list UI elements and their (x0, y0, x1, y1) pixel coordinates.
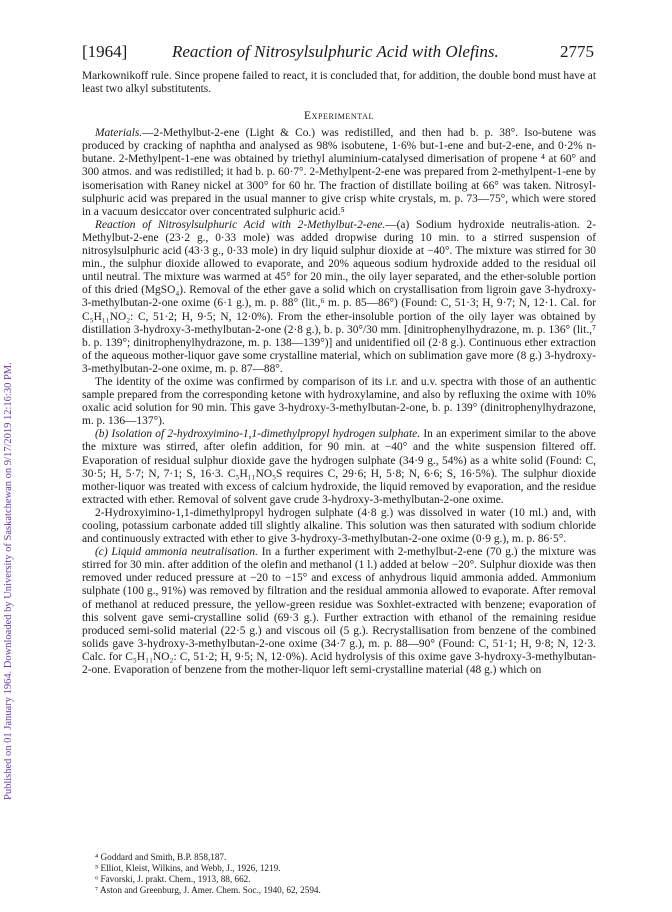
paragraph-lead: (c) Liquid ammonia neutralisation. (95, 546, 258, 559)
download-notice: Published on 01 January 1964. Downloaded by University of Saskatchewan on 9/17/2019 12:16:30 PM. (3, 362, 14, 800)
paragraph-sulphate (82, 507, 596, 546)
footnotes (95, 852, 595, 896)
section-heading: Experimental (303, 110, 375, 123)
footnote: ⁵ Elliot, Kleist, Wilkins, and Webb, J., 1926, 1219. (95, 863, 281, 873)
paragraph-text: 2-Hydroxyimino-1,1-dimethylpropyl hydrogen sulphate (4·8 g.) was dissolved in water (10 ml.) and, with cooling, potassium carbonate added till slightly alkaline. This solution was then saturated with sodium chloride and continuously extracted with ether to give 3-hydroxy-3-methylbutan-2-one oxime (0·9 g.), m. p. 86·5°. (82, 506, 596, 546)
footnote: ⁶ Favorski, J. prakt. Chem., 1913, 88, 662. (95, 874, 251, 884)
paragraph-lead: Reaction of Nitrosylsulphuric Acid with 2-Methylbut-2-ene. (95, 218, 386, 231)
footnote: ⁷ Aston and Greenburg, J. Amer. Chem. Soc., 1940, 62, 2594. (95, 885, 321, 895)
paragraph-lead: Materials. (95, 127, 143, 140)
running-title: Reaction of Nitrosylsulphuric Acid with Olefins. (172, 42, 499, 61)
journal-year: [1964] (82, 42, 128, 61)
paragraph-materials (82, 127, 596, 219)
footnote: ⁴ Goddard and Smith, B.P. 858,187. (95, 852, 227, 862)
paragraph-reaction (82, 219, 596, 376)
paragraph-text: —2-Methylbut-2-ene (Light & Co.) was redistilled, and then had b. p. 38°. Iso-butene was produced by cracking of naphtha and analysed as 98% isobutene, 1·6% but-1-ene and but-2-ene, and 0·2% n-butane. 2-Methylpent-1-ene was obtained by triethyl aluminium-catalysed dimerisation of propene ⁴ at 60° and 300 atmos. and was redistilled; it had b. p. 60·7°. 2-Methylpent-2-ene was prepared from 2-methylpent-1-ene by isomerisation with Raney nickel at 300° for 60 hr. The fraction of distillate boiling at 66° was taken. Nitrosyl-sulphuric acid was prepared in the usual manner to give crisp white crystals, m. p. 73—75°, which were stored in a vacuum desiccator over concentrated sulphuric acid.⁵ (82, 127, 596, 218)
paragraph-text: —(a) Sodium hydroxide neutralis-ation. 2-Methylbut-2-ene (23·2 g., 0·33 mole) was added dropwise during 10 min. to a stirred suspension of nitrosylsulphuric acid (43·3 g., 0·33 mole) in dry liquid sulphur dioxide at −40°. The mixture was stirred for 30 min., the sulphur dioxide allowed to evaporate, and 20% aqueous sodium hydroxide added to the residual oil until neutral. The mixture was warmed at 45° for 20 min., the oily layer separated, and the ether-soluble portion of this dried (MgSO₄). Removal of the ether gave a solid which on crystallisation from ligroin gave 3-hydroxy-3-methylbutan-2-one oxime (6·1 g.), m. p. 88° (lit.,⁶ m. p. 85—86°) (Found: C, 51·3; H, 9·7; N, 12·1. Cal. for C₅H₁₁NO₂: C, 51·2; H, 9·5; N, 12·0%). From the ether-insoluble portion of the oily layer was obtained by distillation 3-hydroxy-3-methylbutan-2-one (2·8 g.), b. p. 30°/30 mm. [dinitrophenylhydrazone, m. p. 136° (lit.,⁷ b. p. 139°; dinitrophenylhydrazone, m. p. 138—139°)] and unidentified oil (2·8 g.). Continuous ether extraction of the aqueous mother-liquor gave some crystalline material, which on sublimation gave more (8 g.) 3-hydroxy-3-methylbutan-2-one oxime, m. p. 87—88°. (82, 218, 596, 375)
paragraph-isolation (82, 428, 596, 507)
paragraph-text: In an experiment similar to the above the mixture was stirred, after olefin addition, for 90 min. at −40° and the white suspension filtered off. Evaporation of residual sulphur dioxide gave the hydrogen sulphate (34·9 g., 54%) as a white solid (Found: C, 30·5; H, 5·7; N, 7·1; S, 16·3. C₅H₁₁NO₅S requires C, 29·6; H, 5·8; N, 6·6; S, 16·5%). The sulphur dioxide mother-liquor was treated with excess of calcium hydroxide, the liquid removed by evaporation, and the residue extracted with ether. Removal of solvent gave crude 3-hydroxy-3-methylbutan-2-one oxime. (82, 428, 596, 506)
paragraph-lead: (b) Isolation of 2-hydroxyimino-1,1-dimethylpropyl hydrogen sulphate. (95, 428, 421, 441)
paragraph-text: In a further experiment with 2-methylbut-2-ene (70 g.) the mixture was stirred for 30 min. after addition of the olefin and methanol (1 l.) added at below −20°. Sulphur dioxide was then removed under reduced pressure at −20 to −15° and excess of anhydrous liquid ammonia added. Ammonium sulphate (100 g., 91%) was removed by filtration and the residual ammonia allowed to evaporate. After removal of methanol at reduced pressure, the yellow-green residue was Soxhlet-extracted with benzene; evaporation of this solvent gave semi-crystalline solid (69·3 g.). Further extraction with ethanol of the remaining residue produced semi-solid material (22·5 g.) and viscous oil (5 g.). Recrystallisation from benzene of the combined solids gave 3-hydroxy-3-methylbutan-2-one oxime (34·7 g.), m. p. 88—90° (Found: C, 51·1; H, 9·8; N, 12·3. Calc. for C₅H₁₁NO₂: C, 51·2; H, 9·5; N, 12·0%). Acid hydrolysis of this oxime gave 3-hydroxy-3-methylbutan-2-one. Evaporation of benzene from the mother-liquor left semi-crystalline material (48 g.) which on (82, 546, 596, 677)
paragraph-ammonia (82, 546, 596, 677)
running-header (82, 42, 594, 64)
article-body (82, 70, 596, 677)
intro-paragraph: Markownikoff rule. Since propene failed to react, it is concluded that, for addition, the double bond must have at least two alkyl substitutents. (82, 70, 596, 96)
page-number: 2775 (560, 42, 594, 61)
paragraph-identity (82, 376, 596, 428)
side-watermark (3, 110, 19, 800)
paragraph-text: The identity of the oxime was confirmed by comparison of its i.r. and u.v. spectra with those of an authentic sample prepared from the corresponding ketone with hydroxylamine, and also by refluxing the oxime with 10% oxalic acid solution for 90 min. This gave 3-hydroxy-3-methylbutan-2-one, b. p. 139° (dinitrophenylhydrazone, m. p. 136—137°). (82, 375, 596, 428)
